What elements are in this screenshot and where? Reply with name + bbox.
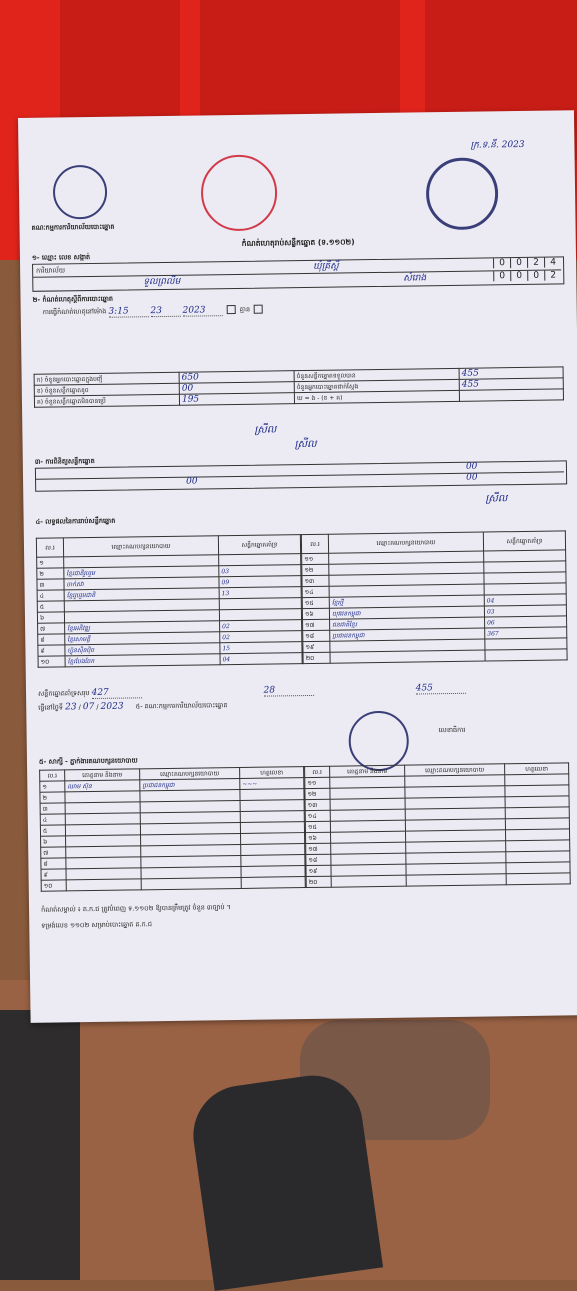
section1-box	[32, 256, 564, 291]
foot	[187, 1069, 383, 1291]
signature-cell	[505, 785, 569, 797]
row-number: ៧	[38, 623, 65, 634]
witness-name	[66, 879, 141, 891]
election-form-paper	[18, 110, 577, 1023]
signature-cell	[240, 789, 304, 801]
signature-cell	[241, 877, 305, 889]
totals-line: សន្លឹកឆ្នោតគាំទ្រសរុប 427 28 455	[38, 684, 466, 700]
section3-value-1: 00	[465, 461, 478, 472]
row-number: ២០	[303, 652, 330, 663]
signature-cell	[506, 851, 570, 863]
party-name: ខ្មែរថ្មី	[329, 595, 484, 608]
vote-count: 04	[484, 594, 566, 606]
signature-cell	[241, 833, 305, 845]
row-number: ១៩	[303, 641, 330, 652]
row-number: ១៧	[306, 843, 331, 854]
row-number: ១៨	[306, 854, 331, 865]
party-name: ខ្មែរអភិវឌ្ឍ	[65, 621, 220, 634]
row-number: ៤	[40, 814, 65, 825]
signature-cell	[240, 811, 304, 823]
signature-cell	[241, 844, 305, 856]
row-number: ១០	[41, 880, 66, 891]
party-name: យុវជនកម្ពុជា	[329, 606, 484, 619]
witness-party: ប្រជាជនកម្ពុជា	[140, 778, 240, 790]
village-value: សំរោង	[403, 273, 427, 284]
red-seal-icon	[201, 154, 278, 231]
vote-count: 06	[485, 616, 567, 628]
party-name: ខ្មែរជាតិរួបរួម	[64, 566, 219, 579]
vote-count: 367	[485, 627, 567, 639]
row-number: ៧	[41, 847, 66, 858]
table-row	[303, 649, 567, 664]
bottom-note: ទម្រង់លេខ ១១០២ សម្រាប់បោះឆ្នោត គ.ក.ជ	[41, 920, 153, 930]
vote-count: 03	[484, 605, 566, 617]
signature-cell	[505, 796, 569, 808]
row-number: ៩	[41, 869, 66, 880]
committee-seal-icon	[348, 711, 409, 772]
district-value: ទួលព្រលឹម	[143, 276, 181, 288]
row-number: ១៩	[306, 865, 331, 876]
section3-box	[35, 460, 567, 491]
row-number: ១៦	[302, 608, 329, 619]
vote-count: 15	[220, 642, 302, 654]
section3-value-3: 00	[465, 472, 478, 483]
party-name: ខ្មែរសាមគ្គី	[65, 632, 220, 645]
count-table	[34, 366, 564, 407]
party-name: ចាក់តវា	[64, 577, 219, 590]
signature-3: ស្រីល	[485, 493, 508, 505]
signature-1: ស្រីល	[254, 424, 277, 436]
signature-2: ស្រីល	[294, 438, 317, 451]
section5-label: ៥- សាក្សី - ភ្នាក់ងារគណបក្សនយោបាយ	[38, 756, 138, 766]
checkbox-icon[interactable]	[227, 305, 236, 314]
dark-cloth	[0, 1010, 80, 1280]
row-number: ៦	[41, 836, 66, 847]
witness-table: ល.រ គោត្តនាម និងនាម ឈ្មោះគណបក្សនយោបាយ ហត្ថលេខា ១ ឈាម ស៊ុន ប្រជាជនកម្ពុជា ~~~ ២ ៣ ៤ ៥ ៦ ៧ ៨ ៩ ១០ ល.រ គោត្តនាម និងនាម ឈ្មោះគណបក្សនយោបាយ ហត្ថលេខា ១១ ១២ ១៣ ១៤ ១៥ ១៦ ១៧ ១៨ ១៩ ២០	[39, 762, 571, 891]
party-name: ខ្មែររួបរួមជាតិ	[64, 588, 219, 601]
date-line: ធ្វើនៅថ្ងៃទី 23 / 07 / 2023 ៥- គណៈកម្មការការិយាល័យបោះឆ្នោត	[38, 701, 228, 713]
blue-seal-icon	[426, 157, 499, 230]
form-body	[30, 118, 571, 945]
secretary-label: លេខាធិការ	[438, 725, 466, 735]
table-row: ខ) ចំនួនសន្លឹកឆ្នោតខូច 00 ចំនួនអ្នកបោះឆ្នោតជាក់ស្តែង 455	[34, 378, 563, 396]
party-name	[330, 650, 485, 663]
row-number: ៤	[37, 590, 64, 601]
section3-value-2: 00	[186, 476, 198, 487]
party-name: ជនជាតិខ្មែរ	[330, 617, 485, 630]
document-title: កំណត់ហេតុរាប់សន្លឹកឆ្នោត (ទ.១១០២)	[241, 237, 355, 248]
signature-cell	[505, 807, 569, 819]
row-number: ៥	[40, 825, 65, 836]
section4-label: ៤- លទ្ធផលនៃការរាប់សន្លឹកឆ្នោត	[35, 516, 116, 526]
section1-label: ១- ឈ្មោះ លេខ សង្កាត់	[31, 253, 91, 262]
vote-count: 04	[220, 653, 302, 665]
row-number: ៦	[37, 612, 64, 623]
witness-name: ឈាម ស៊ុន	[65, 780, 140, 792]
row-number: ១១	[305, 777, 330, 788]
row-number: ១២	[302, 564, 329, 575]
code-digits-1: 0 0 2 4	[493, 257, 561, 268]
vote-count: 02	[220, 631, 302, 643]
row-number: ១៧	[303, 619, 330, 630]
party-name: ហ៊្វុនស៊ិនប៉ិច	[65, 643, 220, 656]
commune-value: ឃុំគ្រីស្តិ៍	[313, 261, 339, 272]
vote-count	[485, 649, 567, 661]
row-number: ១៣	[305, 799, 330, 810]
table-row	[306, 873, 570, 888]
checkbox-icon[interactable]	[254, 305, 263, 314]
witness-party	[141, 877, 241, 889]
row-number: ១៤	[302, 586, 329, 597]
signature-cell	[240, 822, 304, 834]
row-number: ៨	[38, 634, 65, 645]
row-number: ១០	[38, 656, 65, 667]
table-row: គ) ចំនួនសន្លឹកឆ្នោតមិនបានប្រើ 195 ឃ = ង - (ខ + គ)	[34, 389, 563, 407]
row-number: ១	[37, 557, 64, 568]
vote-count: 13	[219, 587, 301, 599]
row-number: ២	[40, 792, 65, 803]
handwritten-note: ក្រ.ទ.នី. 2023	[470, 139, 525, 151]
party-name: ខ្មែរបែងចែក	[65, 654, 220, 667]
signature-cell	[240, 800, 304, 812]
row-number: ១៨	[303, 630, 330, 641]
signature-cell	[506, 873, 570, 885]
vote-count: 03	[219, 565, 301, 577]
footnote: កំណត់សម្គាល់ ៖ គ.ក.ជ ត្រូវបំពេញ ទ.១១០២ ឱ្យបានត្រឹមត្រូវ ចំនួន ៣ច្បាប់ ។	[41, 903, 232, 914]
row-number: ១១	[302, 553, 329, 564]
signature-cell	[241, 855, 305, 867]
row-number: ១	[40, 781, 65, 792]
row-number: ១៣	[302, 575, 329, 586]
signature-cell	[505, 774, 569, 786]
row-number: ១៤	[305, 810, 330, 821]
signature-cell	[241, 866, 305, 878]
office-label: ការិយាល័យ	[36, 266, 66, 275]
row-number: ៣	[40, 803, 65, 814]
row-number: ៣	[37, 579, 64, 590]
witness-name	[331, 875, 406, 887]
results-table: ល.រ ឈ្មោះគណបក្សនយោបាយ សន្លឹកឆ្នោតគាំទ្រ ១ ២ ខ្មែរជាតិរួបរួម 03 ៣ ចាក់តវា 09 ៤ ខ្មែររួបរួមជាតិ 13 ៥ ៦ ៧ ខ្មែរអភិវឌ្ឍ 02 ៨ ខ្មែរសាមគ្គី 02 ៩ ហ៊្វុនស៊ិនប៉ិច 15 ១០ ខ្មែរបែងចែក 04 ល.រ ឈ្មោះគណបក្សនយោបាយ សន្លឹកឆ្នោតគាំទ្រ ១១ ១២ ១៣ ១៤ ១៥ ខ្មែរថ្មី 04 ១៦ យុវជនកម្ពុជា 03 ១៧ ជនជាតិខ្មែរ 06 ១៨ ប្រជាជនកម្ពុជា 367 ១៩ ២០	[36, 530, 568, 667]
row-number: ២	[37, 568, 64, 579]
section3-label: ៣- ការពិនិត្យសន្លឹកឆ្នោត	[34, 456, 95, 466]
signature-cell	[505, 818, 569, 830]
time-line: ការធ្វើកំណត់ហេតុនៅម៉ោង 3:15 23 2023 គ្មាន	[43, 305, 266, 319]
left-emblem-icon	[53, 165, 108, 220]
signature-cell	[506, 862, 570, 874]
row-number: ៥	[37, 601, 64, 612]
row-number: ៨	[41, 858, 66, 869]
section2-label: ២- កំណត់ហេតុស្ដីពីការបោះឆ្នោត	[32, 294, 114, 304]
row-number: ១២	[305, 788, 330, 799]
table-row: ក) ចំនួនអ្នកបោះឆ្នោតក្នុងបញ្ជី 650 ចំនួនសន្លឹកឆ្នោតទទួលបាន 455	[34, 367, 563, 385]
row-number: ២០	[306, 876, 331, 887]
party-name: ប្រជាជនកម្ពុជា	[330, 628, 485, 641]
table-row	[41, 877, 305, 892]
signature-cell	[506, 840, 570, 852]
row-number: ១៦	[306, 832, 331, 843]
witness-party	[406, 874, 506, 886]
signature-cell	[505, 829, 569, 841]
table-row	[38, 653, 302, 668]
row-number: ៩	[38, 645, 65, 656]
vote-count: 09	[219, 576, 301, 588]
vote-count: 02	[220, 620, 302, 632]
code-digits-2: 0 0 0 2	[493, 270, 561, 281]
committee-title: គណៈកម្មការការិយាល័យបោះឆ្នោត	[31, 222, 115, 232]
row-number: ១៥	[302, 597, 329, 608]
signature-cell: ~~~	[240, 778, 304, 790]
row-number: ១៥	[305, 821, 330, 832]
